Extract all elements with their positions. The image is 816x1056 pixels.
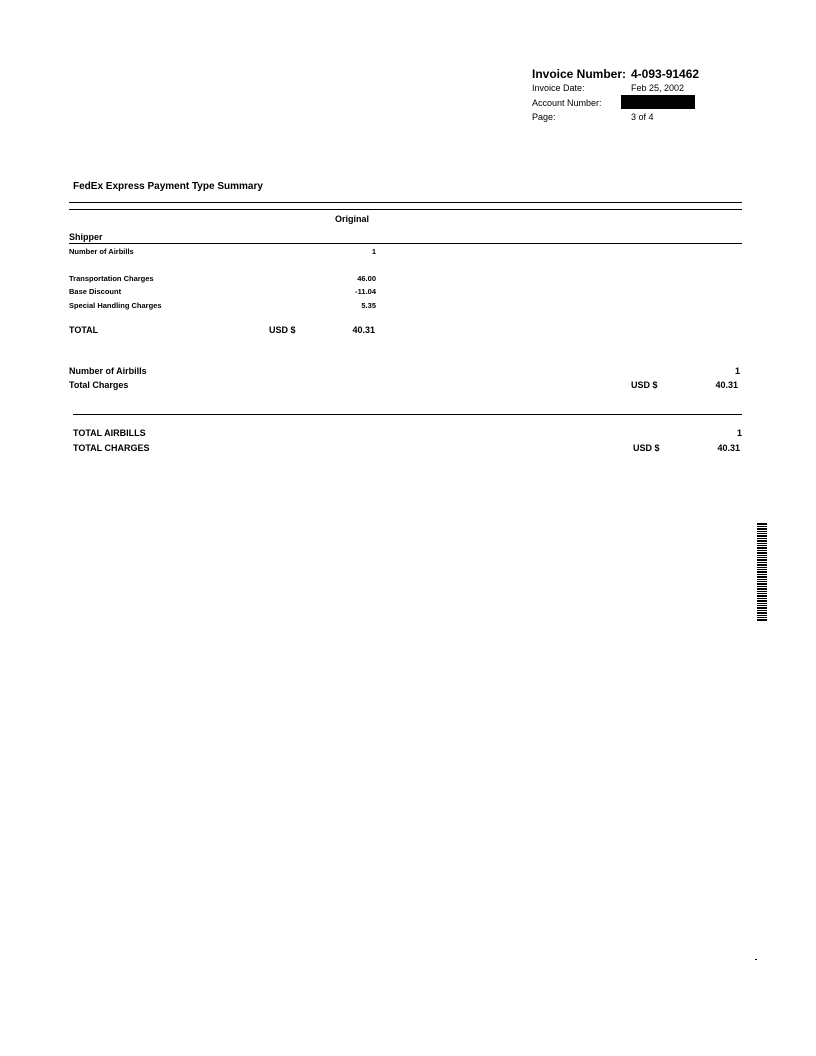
barcode-image [757,523,767,621]
grand-charges-value: 40.31 [717,443,740,453]
row-value-airbills: 1 [371,247,376,256]
row-label-transportation: Transportation Charges [69,274,154,283]
summary-charges-currency: USD $ [631,380,658,390]
grand-airbills-value: 1 [736,428,742,438]
row-value-base-discount: -11.04 [355,287,376,296]
grand-charges-currency: USD $ [633,443,660,453]
row-value-transportation: 46.00 [357,274,376,283]
summary-airbills-value: 1 [734,366,740,376]
grand-airbills-label: TOTAL AIRBILLS [73,428,146,438]
page-value: 3 of 4 [631,112,654,122]
invoice-date-value: Feb 25, 2002 [631,83,685,93]
group-total-label: TOTAL [69,325,99,335]
group-underline [69,243,742,244]
row-label-base-discount: Base Discount [69,287,122,296]
account-number-label: Account Number: [532,98,602,108]
invoice-date-label: Invoice Date: [532,83,585,93]
grand-charges-label: TOTAL CHARGES [73,443,150,453]
summary-airbills-label: Number of Airbills [69,366,147,376]
row-value-special-handling: 5.35 [361,301,376,310]
invoice-number-value: 4-093-91462 [631,67,700,81]
invoice-number-label: Invoice Number: [532,67,627,81]
page-mark [755,959,757,960]
summary-charges-label: Total Charges [69,380,129,390]
page-label: Page: [532,112,556,122]
row-label-special-handling: Special Handling Charges [69,301,162,310]
section-second-rule [69,209,742,210]
grand-total-rule [73,414,742,415]
group-name: Shipper [69,232,103,242]
group-total-currency: USD $ [269,325,296,335]
column-header-original: Original [335,214,370,224]
row-label-airbills: Number of Airbills [69,247,134,256]
section-top-rule [69,202,742,203]
summary-charges-value: 40.31 [715,380,738,390]
account-number-redaction [621,95,695,109]
section-title: FedEx Express Payment Type Summary [73,181,263,192]
group-total-value: 40.31 [352,325,375,335]
